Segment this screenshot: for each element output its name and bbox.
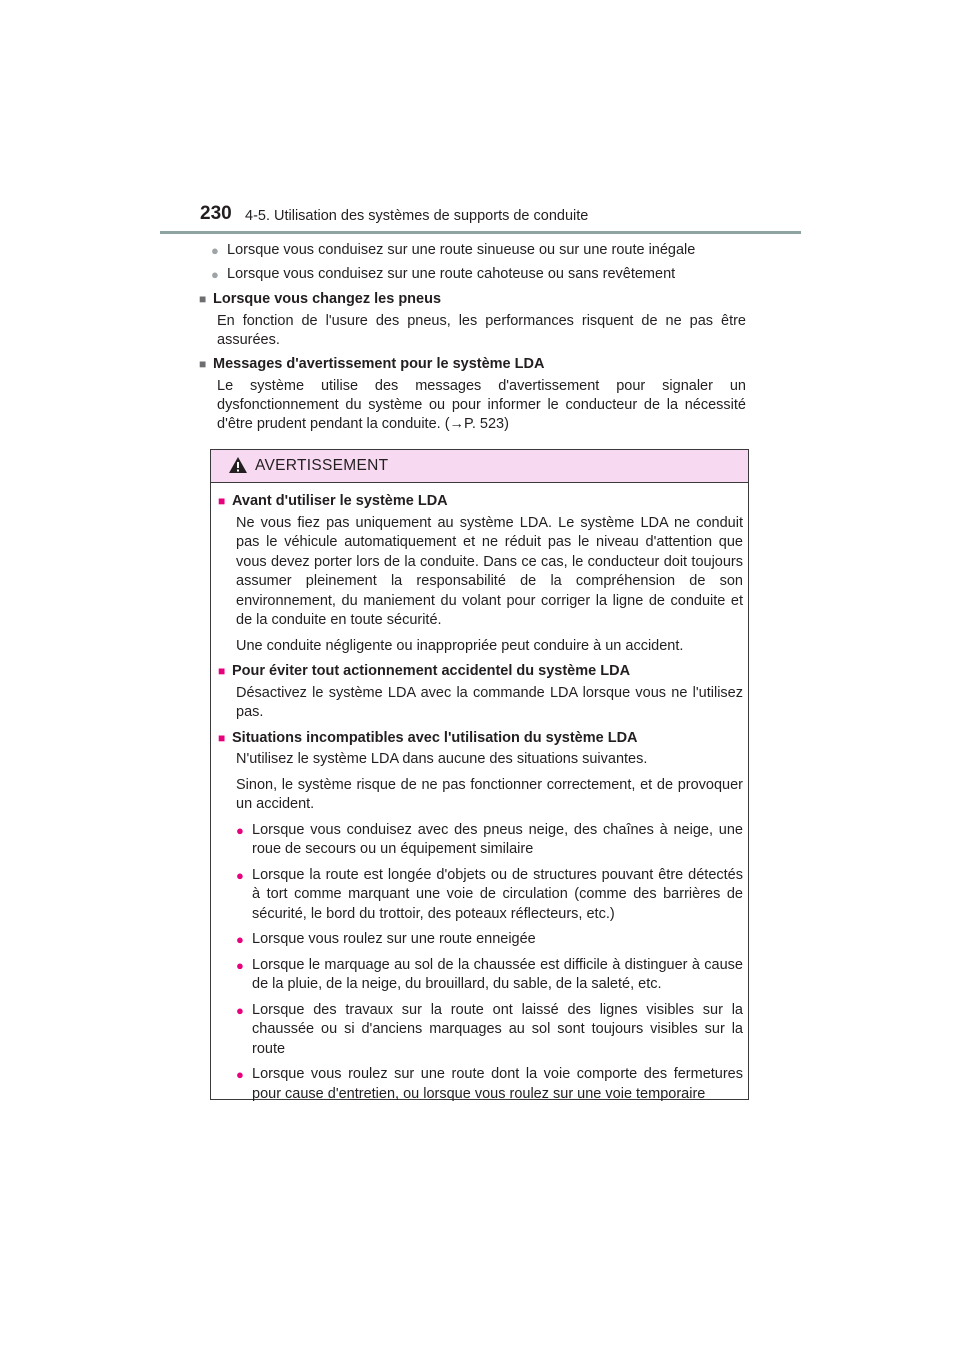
bullet-circle-icon: ● <box>236 1002 244 1018</box>
warning-heading-text: Avant d'utiliser le système LDA <box>232 493 448 509</box>
paragraph: N'utilisez le système LDA dans aucune des situations suivantes. <box>236 751 648 767</box>
section-heading <box>199 290 746 309</box>
header-rule <box>160 231 801 234</box>
section-heading <box>199 355 746 374</box>
list-item-text: Lorsque vous conduisez sur une route cahoteuse ou sans revêtement <box>227 266 676 282</box>
section-title: 4-5. Utilisation des systèmes de supports de conduite <box>245 208 589 224</box>
list-item-text: Lorsque vous conduisez avec des pneus neige, des chaînes à neige, une roue de secours ou un équipement similaire <box>252 821 743 857</box>
list-item-text: Lorsque la route est longée d'objets ou de structures pouvant être détectés à tort comme marquant une voie de circulation (comme des barrières de sécurité, le bord du trottoir, des poteaux réflecteurs, etc.) <box>252 866 743 922</box>
paragraph: Sinon, le système risque de ne pas fonctionner correctement, et de provoquer un accident. <box>236 776 743 812</box>
list-item-text: Lorsque vous roulez sur une route enneigée <box>252 931 536 947</box>
paragraph: Une conduite négligente ou inappropriée peut conduire à un accident. <box>236 637 684 654</box>
bullet-circle-icon: ● <box>236 1067 244 1082</box>
page-number: 230 <box>200 203 232 224</box>
warning-box <box>210 449 749 1100</box>
square-bullet-icon: ■ <box>218 730 226 745</box>
list-item-text: Lorsque le marquage au sol de la chaussée est difficile à distinguer à cause de la pluie, de la neige, du brouillard, du sable, de la saleté, etc. <box>252 956 743 992</box>
warning-header <box>211 450 748 483</box>
paragraph: En fonction de l'usure des pneus, les performances risquent de ne pas être assurées. <box>217 313 746 348</box>
bullet-circle-icon: ● <box>211 243 219 258</box>
list-item-text: Lorsque des travaux sur la route ont laissé des lignes visibles sur la chaussée ou si d'anciens marquages au sol sont toujours visibles sur la route <box>252 1001 743 1057</box>
square-bullet-icon: ■ <box>199 292 207 306</box>
list-item <box>236 821 743 860</box>
bullet-circle-icon: ● <box>236 867 244 883</box>
list-item <box>236 956 743 995</box>
warning-body <box>211 483 748 1104</box>
warning-heading <box>218 662 743 682</box>
square-bullet-icon: ■ <box>218 494 226 508</box>
list-item <box>236 1001 743 1060</box>
warning-heading-text: Situations incompatibles avec l'utilisation du système LDA <box>232 729 638 746</box>
list-item <box>236 1065 743 1104</box>
list-item <box>211 241 746 260</box>
list-item <box>236 866 743 925</box>
bullet-circle-icon: ● <box>236 822 244 838</box>
section-heading-text: Messages d'avertissement pour le système LDA <box>213 356 545 372</box>
warning-heading <box>218 492 743 512</box>
main-content <box>199 241 746 439</box>
list-item <box>236 930 743 950</box>
square-bullet-icon: ■ <box>218 664 226 678</box>
bullet-circle-icon: ● <box>236 932 244 947</box>
paragraph: Désactivez le système LDA avec la commande LDA lorsque vous ne l'utilisez pas. <box>236 684 743 720</box>
bullet-circle-icon: ● <box>236 957 244 973</box>
section-heading-text: Lorsque vous changez les pneus <box>213 291 442 307</box>
warning-label: AVERTISSEMENT <box>255 457 389 474</box>
paragraph: Ne vous fiez pas uniquement au système LDA. Le système LDA ne conduit pas le véhicule automatiquement et ne réduit pas le niveau d'attention que vous devez porter lors de la conduite. Dans ce cas, le conducteur doit toujours assumer pleinement la responsabilité de la compréhension de son environnement, du maniement du volant pour corriger la ligne de conduite et de la conduite en toute sécurité. <box>236 514 743 628</box>
paragraph: Le système utilise des messages d'avertissement pour signaler un dysfonctionnement du système ou pour informer le conducteur de la nécessité d'être prudent pendant la conduite. (→P. 523) <box>217 378 746 432</box>
square-bullet-icon: ■ <box>199 357 207 371</box>
list-item <box>211 265 746 284</box>
warning-heading <box>218 729 743 749</box>
list-item-text: Lorsque vous roulez sur une route dont la voie comporte des fermetures pour cause d'entretien, ou lorsque vous roulez sur une voie temporaire <box>252 1066 743 1102</box>
bullet-circle-icon: ● <box>211 267 219 282</box>
warning-triangle-icon <box>228 456 248 474</box>
list-item-text: Lorsque vous conduisez sur une route sinueuse ou sur une route inégale <box>227 242 696 258</box>
warning-heading-text: Pour éviter tout actionnement accidentel du système LDA <box>232 663 631 679</box>
